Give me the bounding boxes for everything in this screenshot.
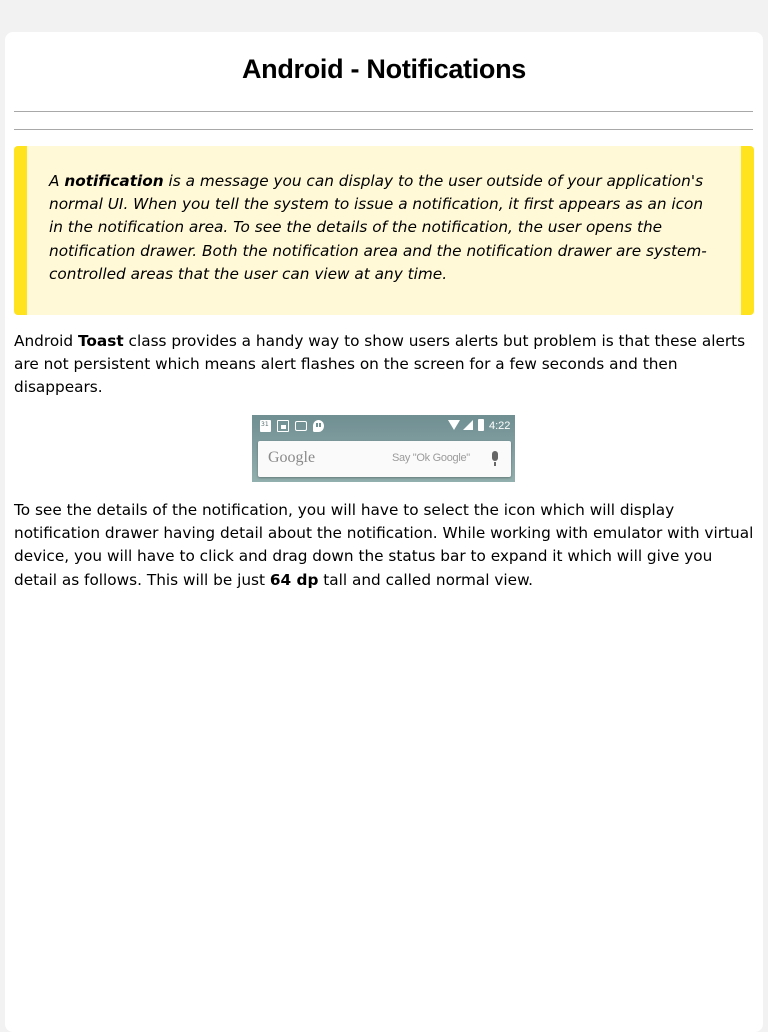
divider <box>14 129 753 130</box>
wifi-icon <box>448 420 460 430</box>
toast-term: Toast <box>78 332 124 350</box>
message-icon <box>295 421 307 431</box>
callout-body: is a message you can display to the user outside of your application's normal UI. When you tell the system to issue a notification, it first appears as an icon in the notification area. To see the details of the notification, the user opens the notification drawer. Both the notification area and the notification drawer are system-controlled areas that the user can view at any time. <box>49 172 707 283</box>
para1-prefix: Android <box>14 332 79 350</box>
callout-prefix: A <box>49 172 65 190</box>
callout-accent-right <box>741 146 754 315</box>
battery-icon <box>478 419 484 431</box>
toast-paragraph <box>14 330 756 400</box>
callout-term: notification <box>64 172 164 190</box>
hangouts-icon <box>313 420 324 432</box>
dp-term: 64 dp <box>269 570 319 589</box>
search-hint: Say "Ok Google" <box>392 452 470 464</box>
notification-callout <box>14 146 754 315</box>
callout-accent-left <box>14 146 27 315</box>
page-title: Android - Notifications <box>241 54 527 84</box>
status-time: 4:22 <box>489 420 511 432</box>
mic-icon <box>492 451 498 461</box>
status-bar <box>252 415 515 437</box>
calendar-icon <box>260 420 271 432</box>
para2-suffix: tall and called normal view. <box>318 570 534 589</box>
google-logo: Google <box>268 449 316 466</box>
signal-icon <box>463 420 473 430</box>
divider <box>14 111 753 112</box>
notification-bar-screenshot <box>252 415 515 482</box>
image-icon <box>277 420 289 432</box>
details-paragraph <box>14 499 756 592</box>
callout-text <box>49 170 719 286</box>
para1-body: class provides a handy way to show users alerts but problem is that these alerts are not persistent which means alert flashes on the screen for a few seconds and then disappears. <box>14 332 746 397</box>
para2-body: To see the details of the notification, you will have to select the icon which will display notification drawer having detail about the notification. While working with emulator with virtual device, you will have to click and drag down the status bar to expand it which will give you detail as follows. This will be just <box>14 501 754 589</box>
google-search-bar <box>258 441 511 477</box>
